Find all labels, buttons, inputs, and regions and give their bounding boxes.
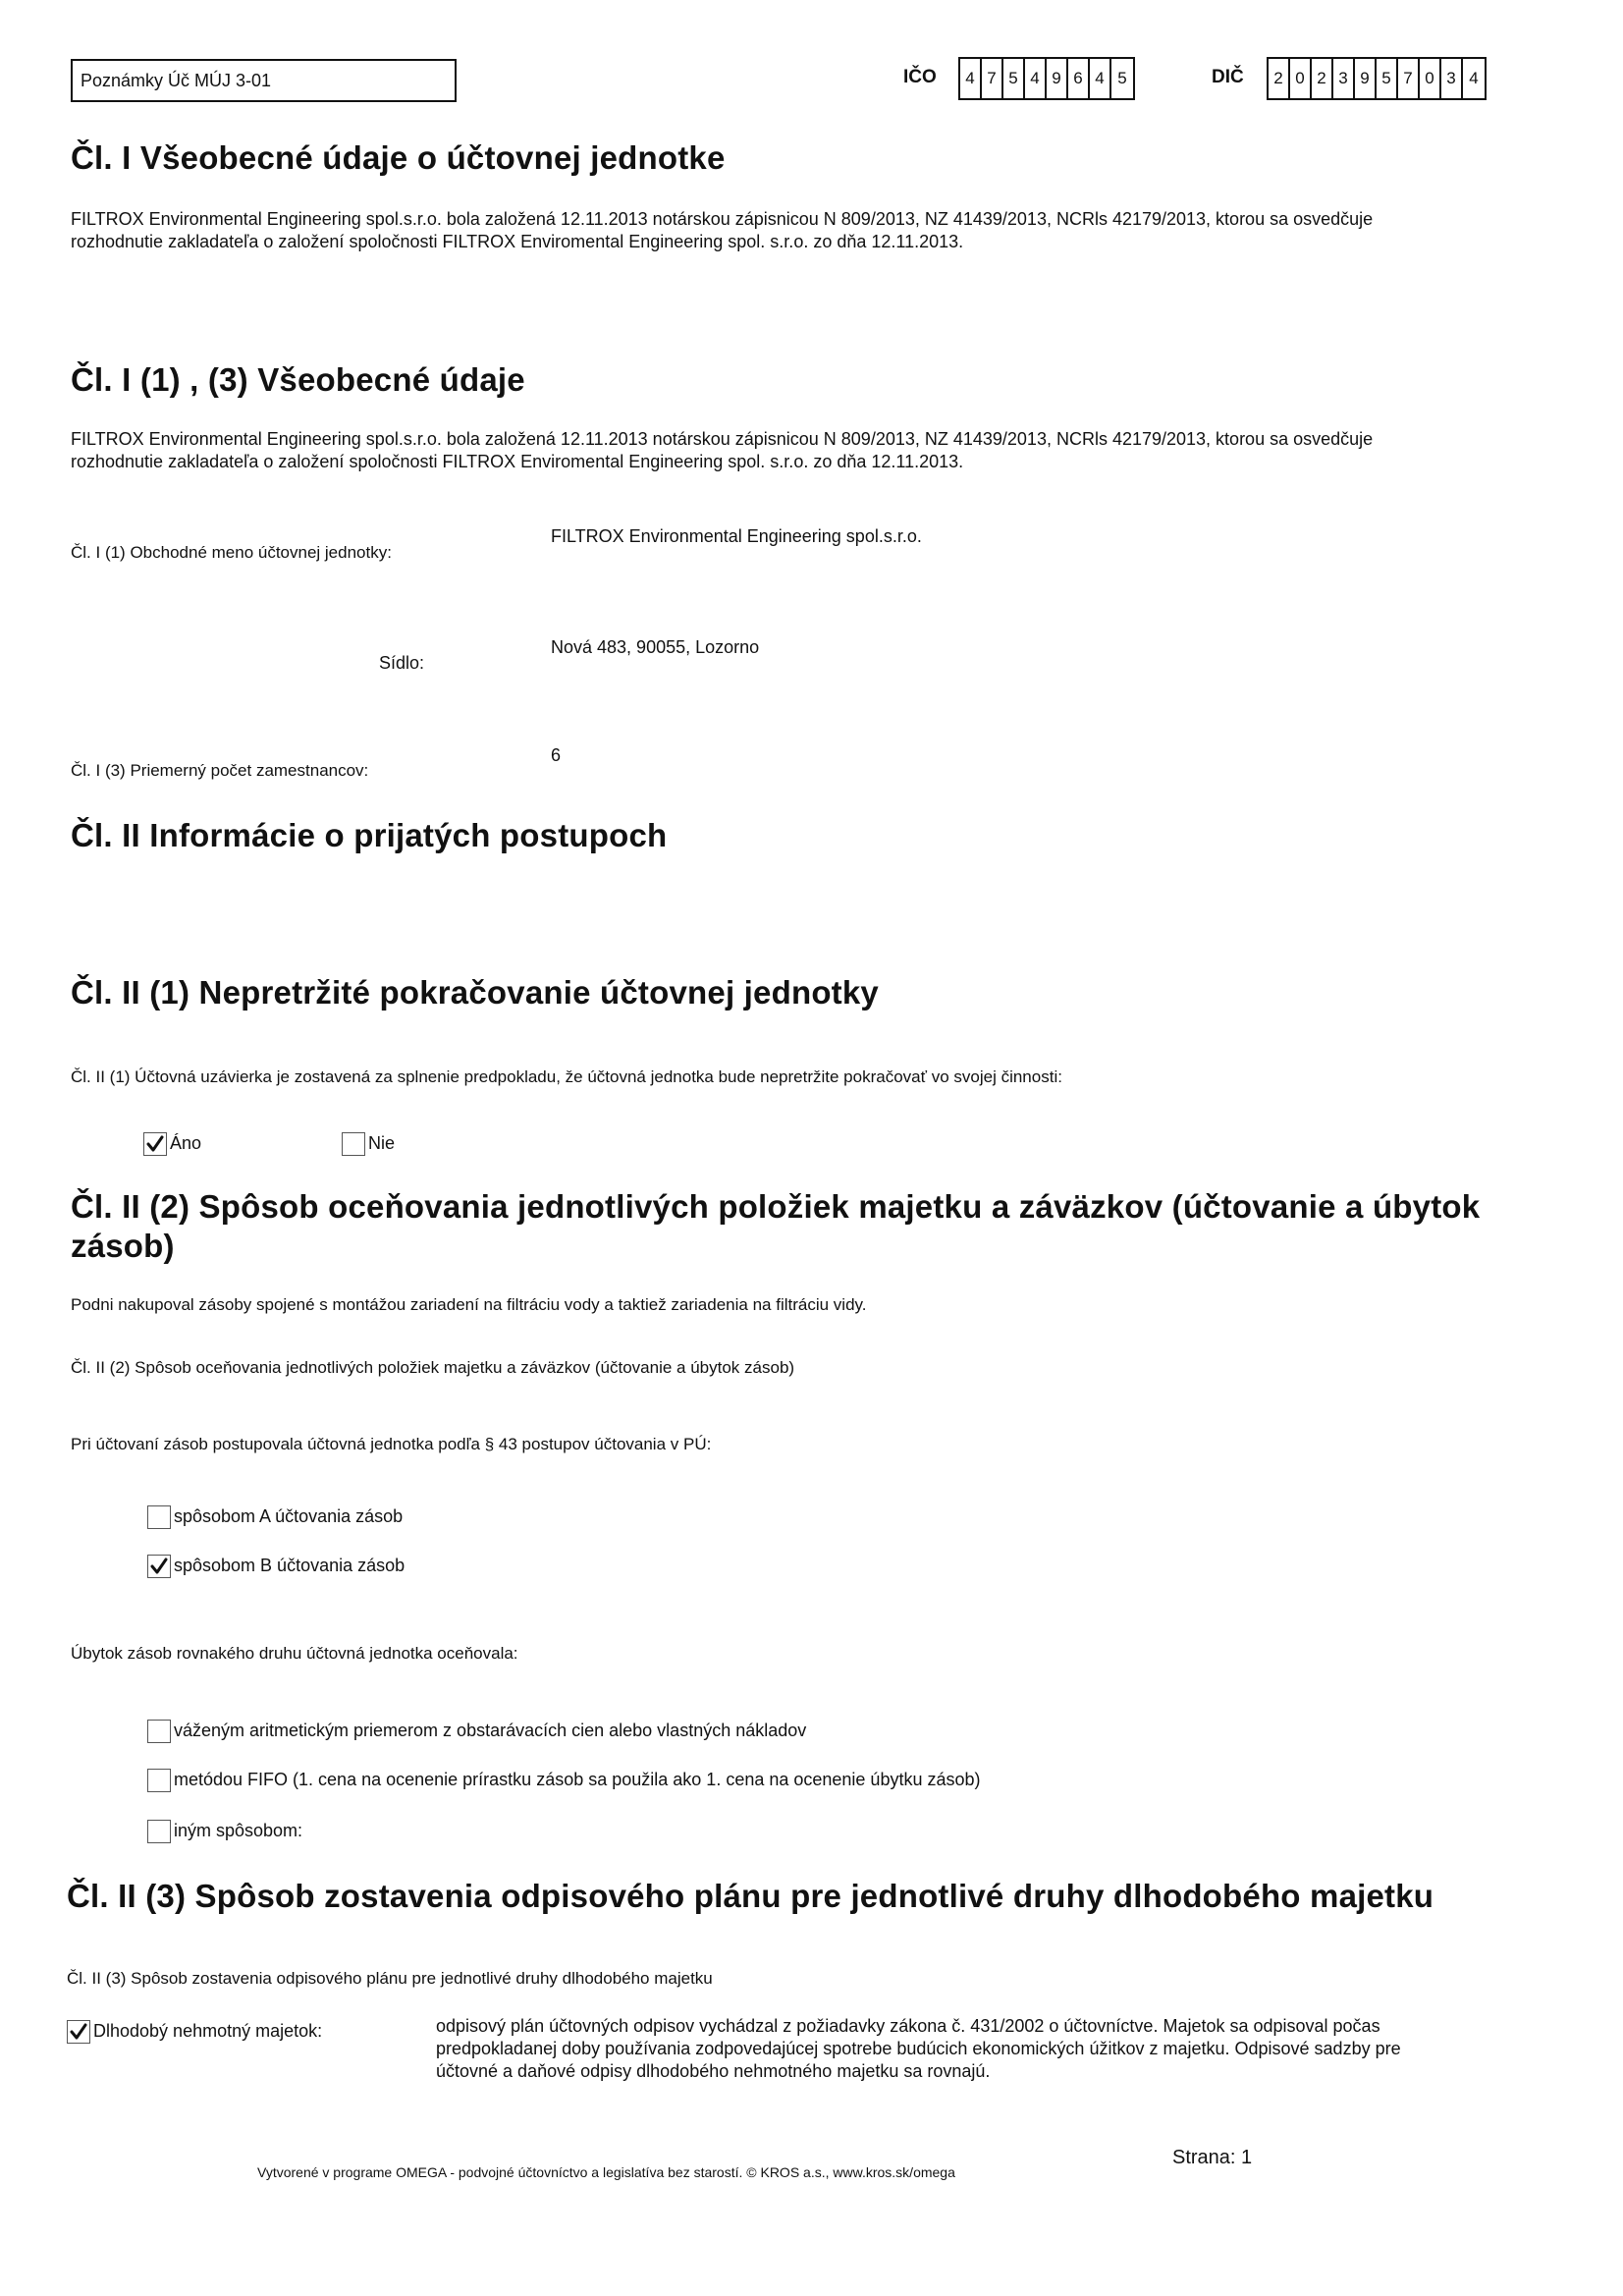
option-weighted-average[interactable]: [147, 1717, 806, 1744]
inventory-note: Podni nakupoval zásoby spojené s montážou zariadení na filtráciu vody a taktiež zariadenia na filtráciu vidy.: [71, 1295, 867, 1314]
checkbox-weighted-average[interactable]: [147, 1720, 171, 1743]
option-no-label: Nie: [368, 1133, 396, 1153]
checkmark-icon: [70, 2023, 87, 2041]
dic-digit: 0: [1290, 59, 1312, 98]
dic-digit: 5: [1377, 59, 1398, 98]
option-method-a-label: spôsobom A účtovania zásob: [174, 1506, 404, 1526]
dic-digit: 2: [1312, 59, 1333, 98]
option-fifo[interactable]: [147, 1766, 981, 1793]
section-3-title: Čl. II Informácie o prijatých postupoch: [71, 817, 668, 853]
option-method-b[interactable]: [147, 1552, 405, 1579]
section-2-title: Čl. I (1) , (3) Všeobecné údaje: [71, 361, 525, 398]
section-5-title-line-1: Čl. II (2) Spôsob oceňovania jednotlivých položiek majetku a záväzkov (účtovanie a úbytok: [71, 1188, 1481, 1225]
option-no[interactable]: [342, 1129, 395, 1157]
section-2-text-line-1: FILTROX Environmental Engineering spol.s.r.o. bola založená 12.11.2013 notárskou zápisnicou N 809/2013, NZ 41439/2013, NCRls 42179/2013, ktorou sa osvedčuje: [71, 429, 1374, 449]
company-name-label: Čl. I (1) Obchodné meno účtovnej jednotky:: [71, 543, 392, 562]
ico-digit: 4: [1025, 59, 1047, 98]
option-yes-label: Áno: [170, 1133, 202, 1153]
ico-digit: 5: [1003, 59, 1025, 98]
dic-label: DIČ: [1212, 67, 1244, 87]
ico-digit: 4: [960, 59, 982, 98]
form-label: Poznámky Úč MÚJ 3-01: [71, 59, 457, 102]
option-other-label: iným spôsobom:: [174, 1821, 303, 1840]
inventory-method-question: Pri účtovaní zásob postupovala účtovná jednotka podľa § 43 postupov účtovania v PÚ:: [71, 1435, 712, 1453]
company-name-value: FILTROX Environmental Engineering spol.s.r.o.: [551, 526, 922, 546]
intangible-assets-text-line-1: odpisový plán účtovných odpisov vychádzal z požiadavky zákona č. 431/2002 o účtovníctve. Majetok sa odpisoval počas: [436, 2016, 1380, 2036]
intangible-assets-text-line-2: predpokladanej doby používania zodpovedajúcej spotrebe budúcich ekonomických úžitkov z majetku. Odpisové sadzby pre: [436, 2039, 1401, 2058]
dic-digit: 3: [1441, 59, 1463, 98]
section-2-text-line-2: rozhodnutie zakladateľa o založení spoločnosti FILTROX Enviromental Engineering spol. s.r.o. zo dňa 12.11.2013.: [71, 452, 964, 471]
ico-digit: 7: [982, 59, 1003, 98]
option-yes[interactable]: [143, 1129, 201, 1157]
intangible-assets-text-line-3: účtovné a daňové odpisy dlhodobého nehmotného majetku sa rovnajú.: [436, 2061, 991, 2081]
checkbox-no[interactable]: [342, 1132, 365, 1156]
dic-digit: 2: [1269, 59, 1290, 98]
dic-boxes: [1267, 57, 1487, 100]
option-method-b-label: spôsobom B účtovania zásob: [174, 1556, 406, 1575]
employees-label: Čl. I (3) Priemerný počet zamestnancov:: [71, 761, 369, 780]
section-1-text-line-2: rozhodnutie zakladateľa o založení spoločnosti FILTROX Enviromental Engineering spol. s.r.o. zo dňa 12.11.2013.: [71, 232, 964, 251]
option-method-a[interactable]: [147, 1503, 403, 1530]
ico-digit: 9: [1047, 59, 1068, 98]
footer-credit: Vytvorené v programe OMEGA - podvojné účtovníctvo a legislatíva bez starostí. © KROS a.s., www.kros.sk/omega: [257, 2164, 955, 2180]
dic-digit: 3: [1333, 59, 1355, 98]
section-6-title: Čl. II (3) Spôsob zostavenia odpisového plánu pre jednotlivé druhy dlhodobého majetku: [67, 1878, 1434, 1914]
dic-digit: 7: [1398, 59, 1420, 98]
page-number: Strana: 1: [1172, 2147, 1253, 2168]
checkbox-fifo[interactable]: [147, 1769, 171, 1792]
section-4-title: Čl. II (1) Nepretržité pokračovanie účtovnej jednotky: [71, 974, 879, 1011]
dic-digit: 0: [1420, 59, 1441, 98]
checkbox-intangible-assets[interactable]: [67, 2020, 90, 2044]
ico-digit: 6: [1068, 59, 1090, 98]
dic-digit: 9: [1355, 59, 1377, 98]
checkbox-yes[interactable]: [143, 1132, 167, 1156]
checkbox-other[interactable]: [147, 1820, 171, 1843]
option-intangible-assets[interactable]: [67, 2017, 322, 2045]
ico-label: IČO: [903, 67, 937, 87]
checkmark-icon: [150, 1558, 168, 1575]
option-fifo-label: metódou FIFO (1. cena na ocenenie prírastku zásob sa použila ako 1. cena na ocenenie úbytku zásob): [174, 1770, 981, 1789]
checkbox-method-a[interactable]: [147, 1505, 171, 1529]
ico-digit: 4: [1090, 59, 1111, 98]
option-other[interactable]: [147, 1817, 302, 1844]
continuity-question: Čl. II (1) Účtovná uzávierka je zostavená za splnenie predpokladu, že účtovná jednotka bude nepretržite pokračovať vo svojej činnosti:: [71, 1067, 1062, 1086]
ico-digit: 5: [1117, 69, 1127, 87]
section-1-title: Čl. I Všeobecné údaje o účtovnej jednotke: [71, 139, 726, 176]
decrease-valuation-question: Úbytok zásob rovnakého druhu účtovná jednotka oceňovala:: [71, 1644, 518, 1663]
intangible-assets-label: Dlhodobý nehmotný majetok:: [93, 2021, 323, 2041]
valuation-subtitle: Čl. II (2) Spôsob oceňovania jednotlivých položiek majetku a záväzkov (účtovanie a úbytok zásob): [71, 1358, 795, 1377]
depreciation-subtitle: Čl. II (3) Spôsob zostavenia odpisového plánu pre jednotlivé druhy dlhodobého majetku: [67, 1969, 713, 1988]
seat-label: Sídlo:: [379, 653, 425, 673]
section-1-text-line-1: FILTROX Environmental Engineering spol.s.r.o. bola založená 12.11.2013 notárskou zápisnicou N 809/2013, NZ 41439/2013, NCRls 42179/2013, ktorou sa osvedčuje: [71, 209, 1374, 229]
dic-digit: 4: [1469, 69, 1479, 87]
section-5-title-line-2: zásob): [71, 1228, 175, 1264]
seat-value: Nová 483, 90055, Lozorno: [551, 637, 760, 657]
ico-boxes: [958, 57, 1135, 100]
option-weighted-average-label: váženým aritmetickým priemerom z obstarávacích cien alebo vlastných nákladov: [174, 1721, 807, 1740]
employees-value: 6: [551, 745, 562, 765]
checkbox-method-b[interactable]: [147, 1555, 171, 1578]
checkmark-icon: [146, 1135, 164, 1153]
